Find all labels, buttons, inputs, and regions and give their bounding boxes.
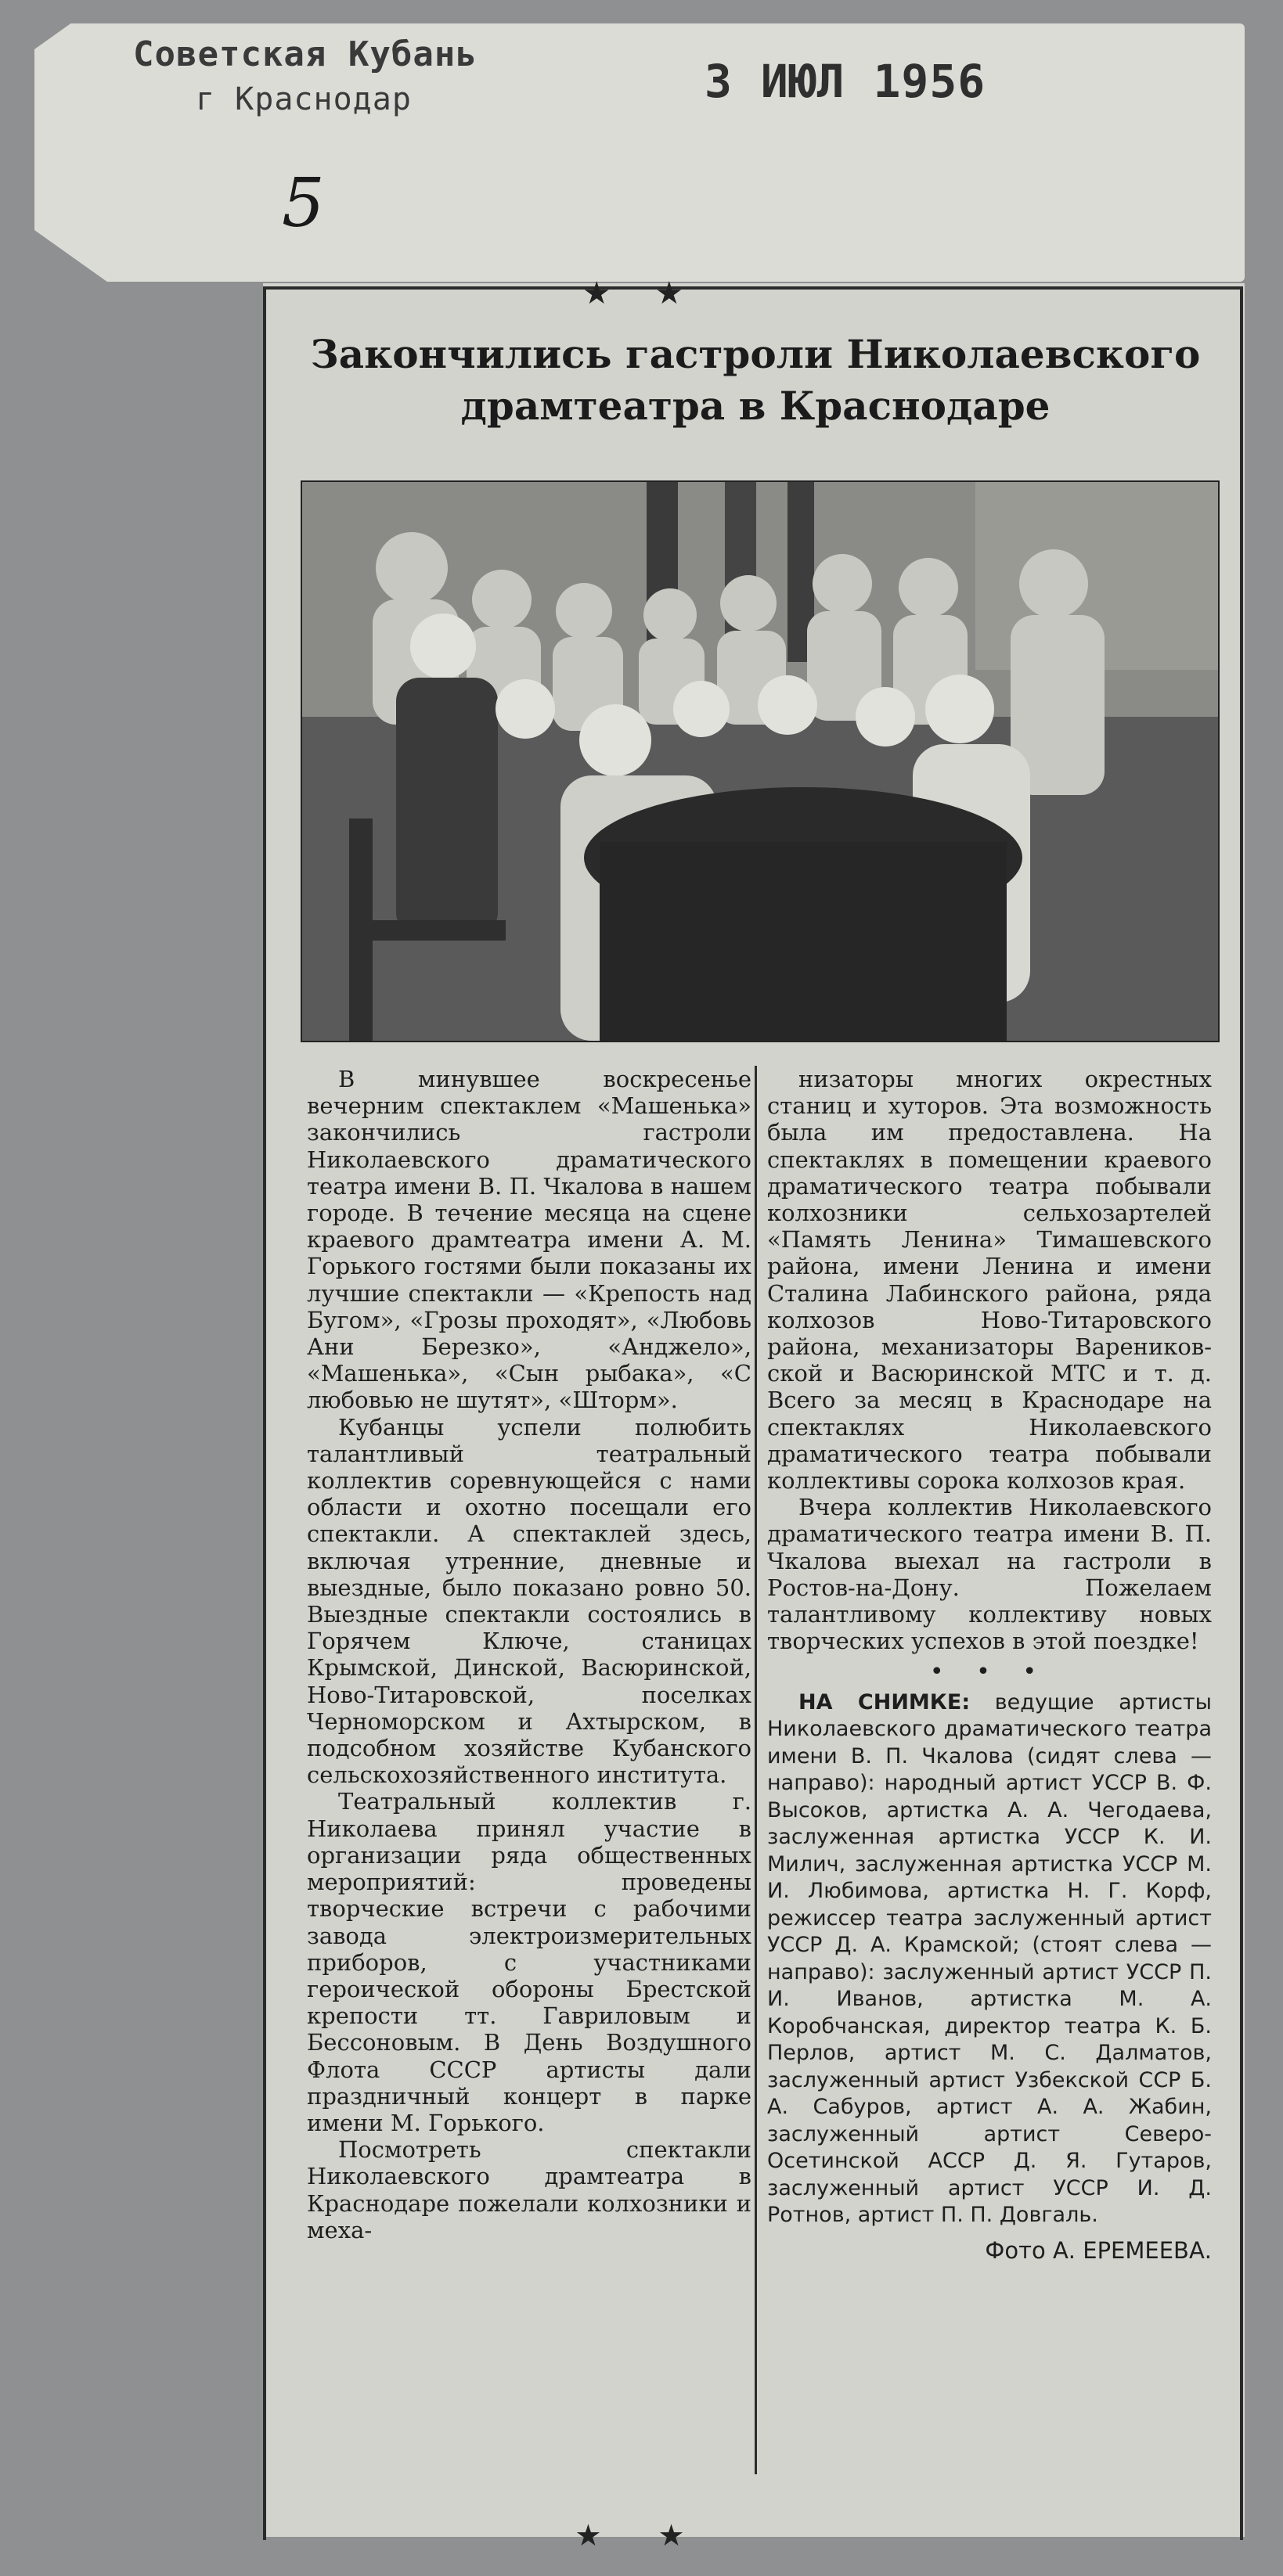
handwritten-note: 5: [282, 164, 325, 243]
paragraph-2: Кубанцы успели полюбить талантливый театральный коллектив соревнующейся с нами области и охотно посещали его спектакли. А спектаклей здесь, включая утренние, дневные и выездные, было показано ровно 50. Выездные спектакли состоялись в Горячем Ключе, станицах Крымской, Динской, Васюринской, Ново-Титаровской, поселках Черноморском и Ахтырском, в подсобном хозяйстве Кубанского сельскохозяйственного института.: [307, 1413, 751, 1789]
top-ornament: ★ ★: [582, 275, 701, 311]
photo-caption: [767, 1689, 1212, 2229]
city-stamp: г Краснодар: [196, 81, 412, 117]
article-column-left: [307, 1066, 751, 2243]
group-photo: [301, 480, 1220, 1042]
headline-line-2: драмтеатра в Краснодаре: [460, 383, 1051, 429]
paragraph-3: Театральный коллектив г. Николаева принял участие в организации ряда общественных мероприятий: проведены творческие встречи с рабочими завода электроизмерительных приборов, с участниками героической обороны Брестской крепости тт. Гавриловым и Бессоновым. В День Воздушного Флота СССР артисты дали праздничный концерт в парке имени М. Горького.: [307, 1788, 751, 2136]
column-divider: [755, 1066, 757, 2474]
section-divider-dots: • • •: [929, 1658, 1050, 1686]
paragraph-6: Вчера коллектив Николаевского драматического театра имени В. П. Чкалова выехал на гастроли в Ростов-на-Дону. Пожелаем талантливому коллективу новых творческих успехов в этой поездке!: [767, 1494, 1212, 1655]
article-headline: [274, 329, 1237, 432]
caption-head: НА СНИМКЕ:: [798, 1689, 971, 1714]
date-stamp: 3 ИЮЛ 1956: [705, 55, 986, 108]
paragraph-5: низаторы многих окрестных станиц и хуторов. Эта возможность была им предоставлена. На спектаклях в помещении краевого драматического театра побывали колхозники сельхозартелей «Память Ленина» Тимашевского района, имени Ленина и имени Сталина Лабинского района, ряда колхозов Ново-Титаровского района, механизаторы Вареников-ской и Васюринской МТС и т. д. Всего за месяц в Краснодаре на спектаклях Николаевского драматического театра побывали коллективы сорока колхозов края.: [767, 1066, 1212, 1495]
caption-text: ведущие артисты Николаевского драматического театра имени В. П. Чкалова (сидят слева — направо): народный артист УССР В. Ф. Высоков, артистка А. А. Чегодаева, заслуженная артистка УССР К. И. Милич, заслуженная артистка УССР М. И. Любимова, артистка Н. Г. Корф, режиссер театра заслуженный артист УССР Д. А. Крамской; (стоят слева — направо): заслуженный артист УССР П. И. Иванов, артистка М. А. Коробчанская, директор театра К. Б. Перлов, артист М. С. Далматов, заслуженный артист Узбекской ССР Б. А. Сабуров, артист А. А. Жабин, заслуженный артист Северо-Осетинской АССР Д. Я. Гутаров, заслуженный артист УССР И. Д. Ротнов, артист П. П. Довгаль.: [767, 1689, 1212, 2228]
article-column-right: [767, 1066, 1212, 2264]
headline-line-1: Закончились гастроли Николаевского: [310, 331, 1201, 377]
newspaper-stamp: Советская Кубань: [133, 34, 478, 74]
photo-credit: Фото А. ЕРЕМЕЕВА.: [985, 2236, 1212, 2264]
paragraph-1: В минувшее воскресенье вечерним спектаклем «Машенька» закончились гастроли Николаевского драматического театра имени В. П. Чкалова в нашем городе. В течение месяца на сцене краевого драмтеатра имени А. М. Горького гостями были показаны их лучшие спектакли — «Крепость над Бугом», «Грозы проходят», «Любовь Ани Березко», «Анджело», «Машенька», «Сын рыбака», «С любовью не шутят», «Шторм».: [307, 1066, 751, 1414]
paragraph-4: Посмотреть спектакли Николаевского драмтеатра в Краснодаре пожелали колхозники и меха-: [307, 2136, 751, 2243]
bottom-ornament: ★ ★: [575, 2518, 708, 2553]
